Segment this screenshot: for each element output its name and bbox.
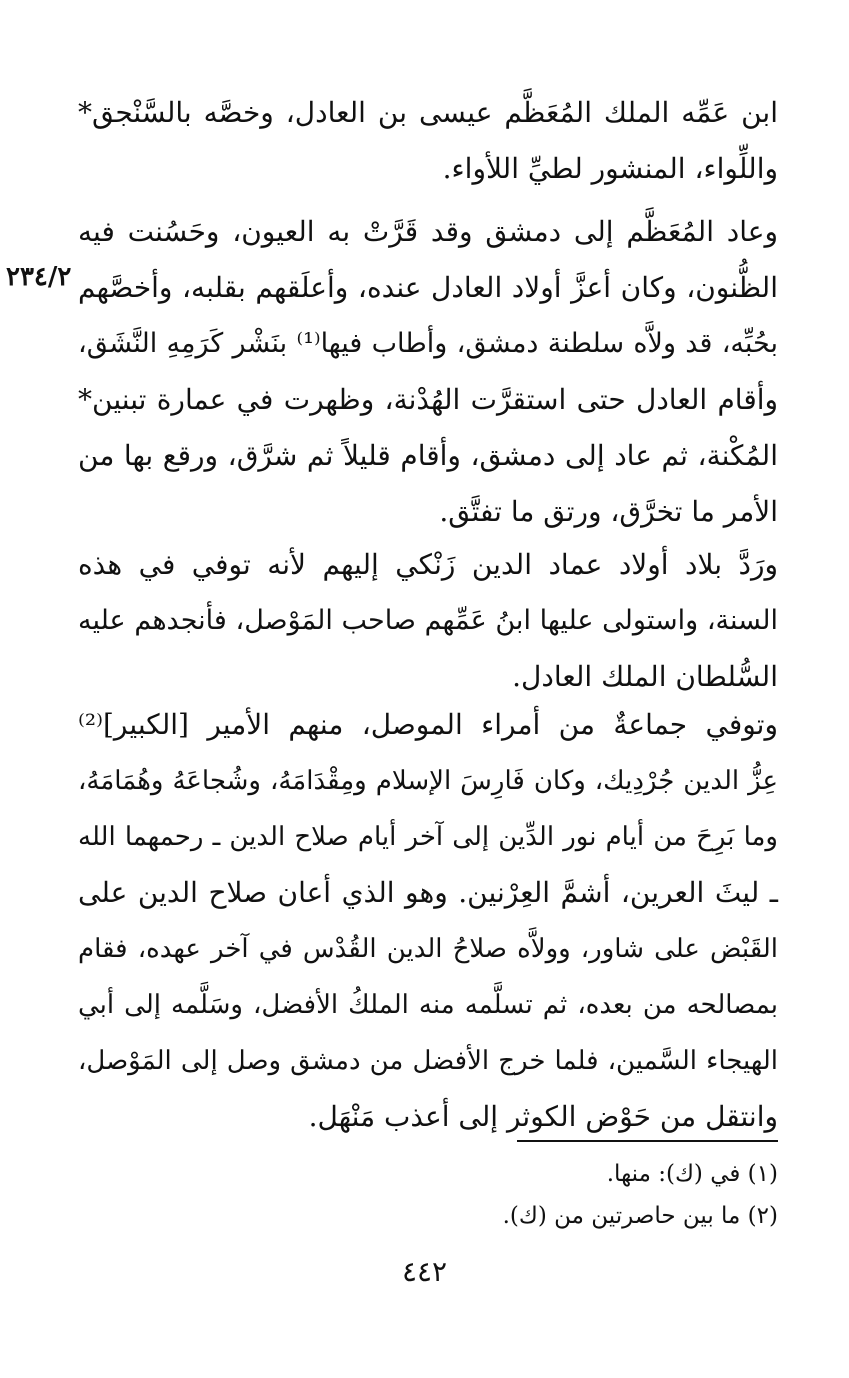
text-line: السُّلطان الملك العادل. bbox=[512, 660, 778, 693]
paragraph-1 bbox=[78, 85, 778, 197]
margin-reference: ٢٣٤/٢ bbox=[6, 262, 72, 292]
text-line: وانتقل من حَوْض الكوثر إلى أعذب مَنْهَل. bbox=[308, 1100, 778, 1133]
text-line: ورَدَّ بلاد أولاد عماد الدين زَنْكي إليهم لأنه توفي في هذه bbox=[78, 548, 778, 581]
text-line: السنة، واستولى عليها ابنُ عَمِّهم صاحب المَوْصل، فأنجدهم عليه bbox=[78, 605, 778, 636]
text-line: وتوفي جماعةٌ من أمراء الموصل، منهم الأمير [الكبير]⁽²⁾ bbox=[78, 708, 778, 741]
text-line: المُكْنة، ثم عاد إلى دمشق، وأقام قليلاً ثم شرَّق، ورقع بها من bbox=[78, 439, 778, 472]
text-line: وما بَرِحَ من أيام نور الدِّين إلى آخر أيام صلاح الدين ـ رحمهما الله bbox=[78, 822, 778, 852]
text-line: واللِّواء، المنشور لطيِّ اللأواء. bbox=[442, 152, 778, 185]
text-line: بحُبِّه، قد ولاَّه سلطنة دمشق، وأطاب فيها⁽¹⁾ بنَشْر كَرَمِهِ النَّشَق، bbox=[78, 328, 778, 359]
footnote-1: (١) في (ك): منها. bbox=[606, 1161, 778, 1187]
text-line: عِزُّ الدين جُرْدِيك، وكان فَارِسَ الإسلام ومِقْدَامَهُ، وشُجاعَهُ وهُمَامَهُ، bbox=[78, 766, 778, 796]
text-line: الهيجاء السَّمين، فلما خرج الأفضل من دمشق وصل إلى المَوْصل، bbox=[78, 1046, 778, 1076]
text-line: ـ ليثَ العرين، أشمَّ العِرْنين. وهو الذي أعان صلاح الدين على bbox=[78, 876, 778, 909]
text-line: الأمر ما تخرَّق، ورتق ما تفتَّق. bbox=[439, 495, 778, 528]
page-number: ٤٤٢ bbox=[401, 1255, 448, 1288]
text-line: الظُّنون، وكان أعزَّ أولاد العادل عنده، وأعلَقهم بقلبه، وأخصَّهم bbox=[78, 271, 778, 304]
text-line: وأقام العادل حتى استقرَّت الهُدْنة، وظهرت في عمارة تبنين* bbox=[78, 383, 778, 416]
footnotes bbox=[400, 1153, 778, 1237]
paragraph-3 bbox=[78, 537, 778, 705]
text-line: بمصالحه من بعده، ثم تسلَّمه منه الملكُ الأفضل، وسَلَّمه إلى أبي bbox=[78, 990, 778, 1020]
footnote-separator bbox=[517, 1140, 778, 1142]
paragraph-2 bbox=[78, 204, 778, 540]
paragraph-4 bbox=[78, 697, 778, 1145]
footnote-2: (٢) ما بين حاصرتين من (ك). bbox=[502, 1203, 778, 1229]
text-line: ابن عَمِّه الملك المُعَظَّم عيسى بن العادل، وخصَّه بالسَّنْجق* bbox=[78, 96, 778, 129]
text-line: وعاد المُعَظَّم إلى دمشق وقد قَرَّتْ به العيون، وحَسُنت فيه bbox=[78, 215, 778, 248]
text-line: القَبْض على شاور، وولاَّه صلاحُ الدين القُدْس في آخر عهده، فقام bbox=[78, 934, 778, 964]
